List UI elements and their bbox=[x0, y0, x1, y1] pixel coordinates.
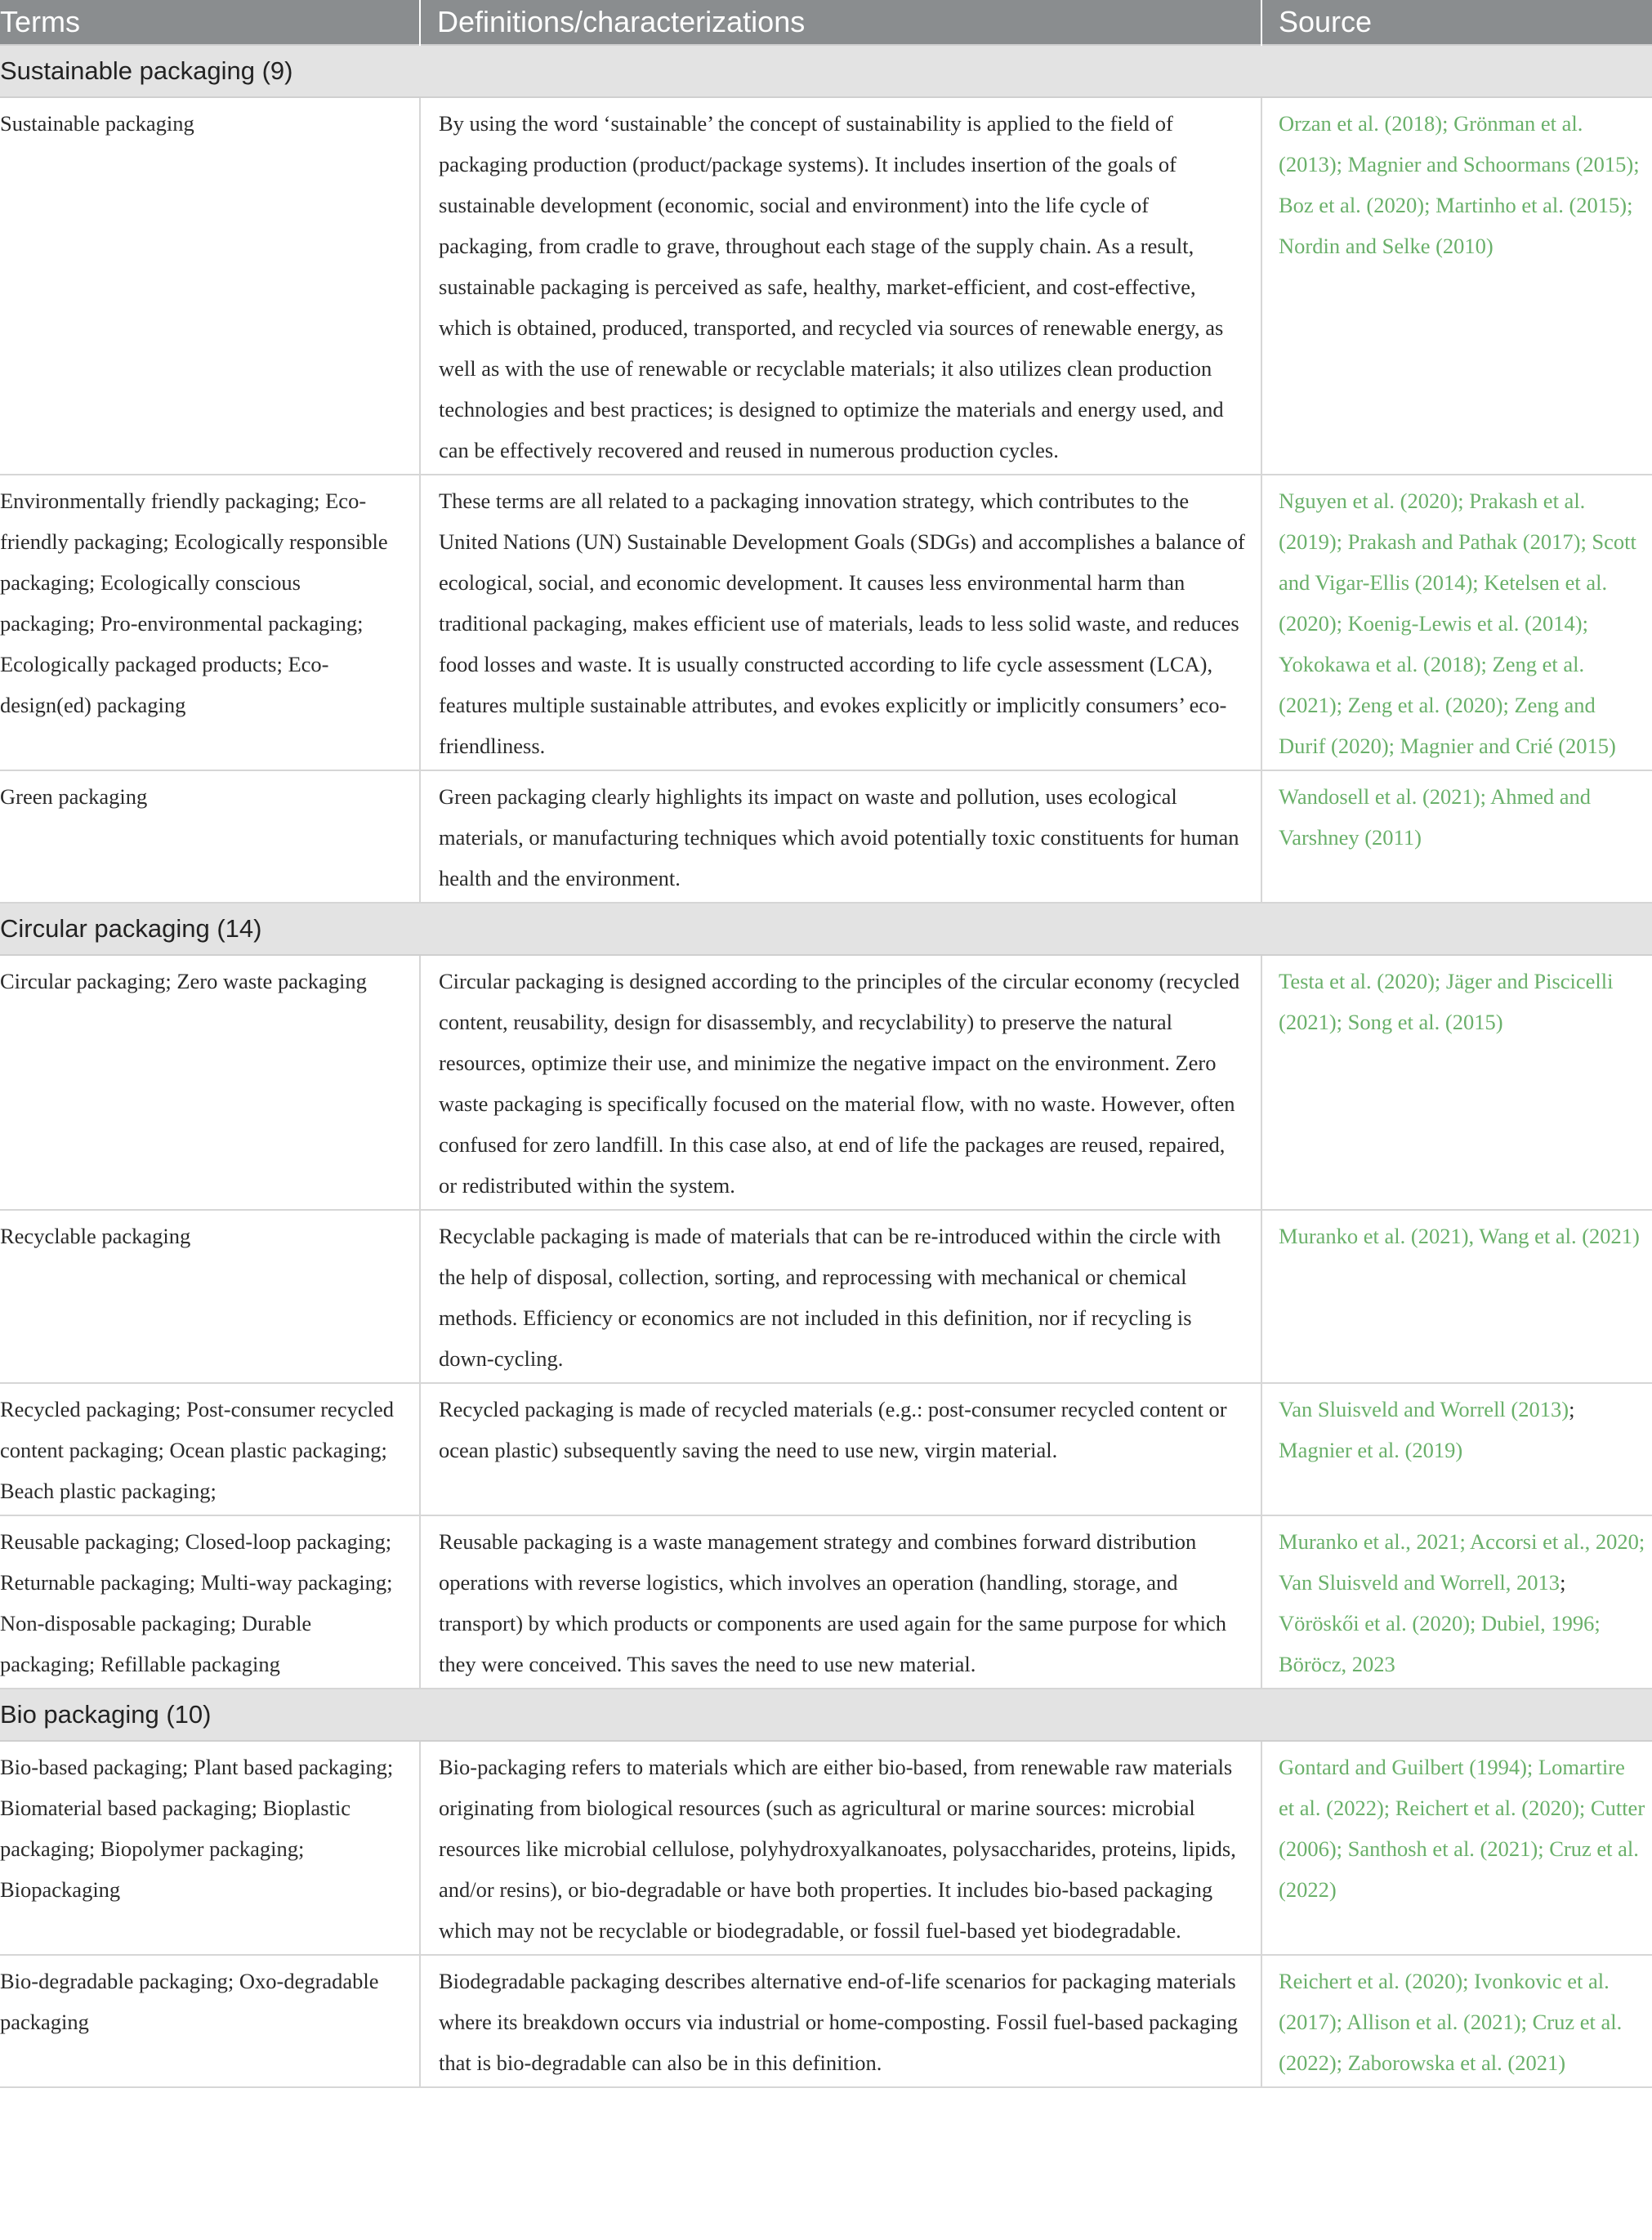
definition-cell: Reusable packaging is a waste management strategy and combines forward distribution operations with reverse logistics, which involves an operation (handling, storage, and transport) by which products or components are used again for the same purpose for which they were conceived. This saves the need to use new material. bbox=[439, 1529, 1227, 1676]
term-cell: Environmentally friendly packaging; Eco-friendly packaging; Ecologically responsible packaging; Ecologically conscious packaging; Pro-environmental packaging; Ecologically packaged products; Eco-design(ed) packaging bbox=[0, 489, 388, 717]
source-text: Van Sluisveld and Worrell (2013) bbox=[1279, 1397, 1569, 1421]
definition-cell: These terms are all related to a packaging innovation strategy, which contributes to the United Nations (UN) Sustainable Development Goals (SDGs) and accomplishes a balance of ecological, social, and economic development. It causes less environmental harm than traditional packaging, makes efficient use of materials, leads to less solid waste, and reduces food losses and waste. It is usually constructed according to life cycle assessment (LCA), features multiple sustainable attributes, and evokes explicitly or implicitly consumers’ eco-friendliness. bbox=[439, 489, 1245, 758]
term-cell: Recyclable packaging bbox=[0, 1224, 191, 1248]
definition-cell: Recycled packaging is made of recycled materials (e.g.: post-consumer recycled content or ocean plastic) subsequently saving the need to use new, virgin material. bbox=[439, 1397, 1227, 1462]
header-terms: Terms bbox=[0, 0, 420, 45]
source-cell bbox=[1279, 1384, 1645, 1470]
source-cell: Testa et al. (2020); Jäger and Piscicelli (2021); Song et al. (2015) bbox=[1279, 969, 1614, 1034]
source-cell: Reichert et al. (2020); Ivonkovic et al. (2017); Allison et al. (2021); Cruz et al. (2022); Zaborowska et al. (2021) bbox=[1279, 1969, 1623, 2075]
definition-cell: By using the word ‘sustainable’ the concept of sustainability is applied to the field of packaging production (product/package systems). It includes insertion of the goals of sustainable development (economic, social and environment) into the life cycle of packaging, from cradle to grave, throughout each stage of the supply chain. As a result, sustainable packaging is perceived as safe, healthy, market-efficient, and cost-effective, which is obtained, produced, transported, and recycled via sources of renewable energy, as well as with the use of renewable or recyclable materials; it also utilizes clean production technologies and best practices; is designed to optimize the materials and energy used, and can be effectively recovered and reused in numerous production cycles. bbox=[439, 111, 1224, 462]
definition-cell: Biodegradable packaging describes alternative end-of-life scenarios for packaging materials where its breakdown occurs via industrial or home-composting. Fossil fuel-based packaging that is bio-degradable can also be in this definition. bbox=[439, 1969, 1239, 2075]
term-cell: Recycled packaging; Post-consumer recycled content packaging; Ocean plastic packaging; Beach plastic packaging; bbox=[0, 1397, 394, 1503]
term-cell: Circular packaging; Zero waste packaging bbox=[0, 969, 367, 993]
table-row bbox=[0, 955, 1652, 1210]
source-cell: Wandosell et al. (2021); Ahmed and Varshney (2011) bbox=[1279, 784, 1592, 850]
source-cell bbox=[1279, 1516, 1645, 1684]
header-source: Source bbox=[1261, 0, 1652, 45]
source-text: Muranko et al., 2021; Accorsi et al., 2020; Van Sluisveld and Worrell, 2013 bbox=[1279, 1529, 1645, 1595]
table-row bbox=[0, 1741, 1652, 1955]
section-title: Sustainable packaging (9) bbox=[0, 45, 1652, 97]
table-header bbox=[0, 0, 1652, 45]
table-row bbox=[0, 97, 1652, 475]
definition-cell: Bio-packaging refers to materials which are either bio-based, from renewable raw materials originating from biological resources (such as agricultural or marine sources: microbial resources like microbial cellulose, polyhydroxyalkanoates, polysaccharides, proteins, lipids, and/or resins), or bio-degradable or have both properties. It includes bio-based packaging which may not be recyclable or biodegradable, or fossil fuel-based yet biodegradable. bbox=[439, 1755, 1236, 1943]
section-sustainable-packaging bbox=[0, 45, 1652, 97]
term-cell: Reusable packaging; Closed-loop packaging; Returnable packaging; Multi-way packaging; Non-disposable packaging; Durable packaging; Refillable packaging bbox=[0, 1529, 393, 1676]
source-separator: ; bbox=[1560, 1570, 1566, 1595]
source-separator: ; bbox=[1569, 1397, 1575, 1421]
table-row bbox=[0, 1955, 1652, 2087]
term-cell: Sustainable packaging bbox=[0, 111, 194, 136]
section-title: Bio packaging (10) bbox=[0, 1689, 1652, 1741]
table-row bbox=[0, 1210, 1652, 1383]
term-cell: Bio-degradable packaging; Oxo-degradable packaging bbox=[0, 1969, 379, 2034]
source-cell: Nguyen et al. (2020); Prakash et al. (2019); Prakash and Pathak (2017); Scott and Vigar-Ellis (2014); Ketelsen et al. (2020); Koenig-Lewis et al. (2014); Yokokawa et al. (2018); Zeng et al. (2021); Zeng et al. (2020); Zeng and Durif (2020); Magnier and Crié (2015) bbox=[1279, 489, 1636, 758]
section-circular-packaging bbox=[0, 903, 1652, 955]
source-cell: Muranko et al. (2021), Wang et al. (2021) bbox=[1279, 1224, 1640, 1248]
table-row bbox=[0, 1515, 1652, 1689]
table-row bbox=[0, 475, 1652, 770]
definition-cell: Green packaging clearly highlights its impact on waste and pollution, uses ecological materials, or manufacturing techniques which avoid potentially toxic constituents for human health and the environment. bbox=[439, 784, 1239, 890]
term-cell: Green packaging bbox=[0, 784, 148, 809]
source-cell: Gontard and Guilbert (1994); Lomartire et al. (2022); Reichert et al. (2020); Cutter (2006); Santhosh et al. (2021); Cruz et al. (2022) bbox=[1279, 1755, 1645, 1902]
section-bio-packaging bbox=[0, 1689, 1652, 1741]
table-row bbox=[0, 1383, 1652, 1515]
definition-cell: Recyclable packaging is made of materials that can be re-introduced within the circle with the help of disposal, collection, sorting, and reprocessing with mechanical or chemical methods. Efficiency or economics are not included in this definition, nor if recycling is down-cycling. bbox=[439, 1224, 1221, 1371]
source-text: Vöröskői et al. (2020); Dubiel, 1996; Böröcz, 2023 bbox=[1279, 1611, 1601, 1676]
source-text: Magnier et al. (2019) bbox=[1279, 1438, 1463, 1462]
header-definitions: Definitions/characterizations bbox=[420, 0, 1261, 45]
source-cell: Orzan et al. (2018); Grönman et al. (2013); Magnier and Schoormans (2015); Boz et al. (2020); Martinho et al. (2015); Nordin and Selke (2010) bbox=[1279, 111, 1640, 258]
table-row bbox=[0, 770, 1652, 903]
term-cell: Bio-based packaging; Plant based packaging; Biomaterial based packaging; Bioplastic packaging; Biopolymer packaging; Biopackaging bbox=[0, 1755, 394, 1902]
definition-cell: Circular packaging is designed according to the principles of the circular economy (recycled content, reusability, design for disassembly, and recyclability) to preserve the natural resources, optimize their use, and minimize the negative impact on the environment. Zero waste packaging is specifically focused on the material flow, with no waste. However, often confused for zero landfill. In this case also, at end of life the packages are reused, repaired, or redistributed within the system. bbox=[439, 969, 1240, 1198]
section-title: Circular packaging (14) bbox=[0, 903, 1652, 955]
